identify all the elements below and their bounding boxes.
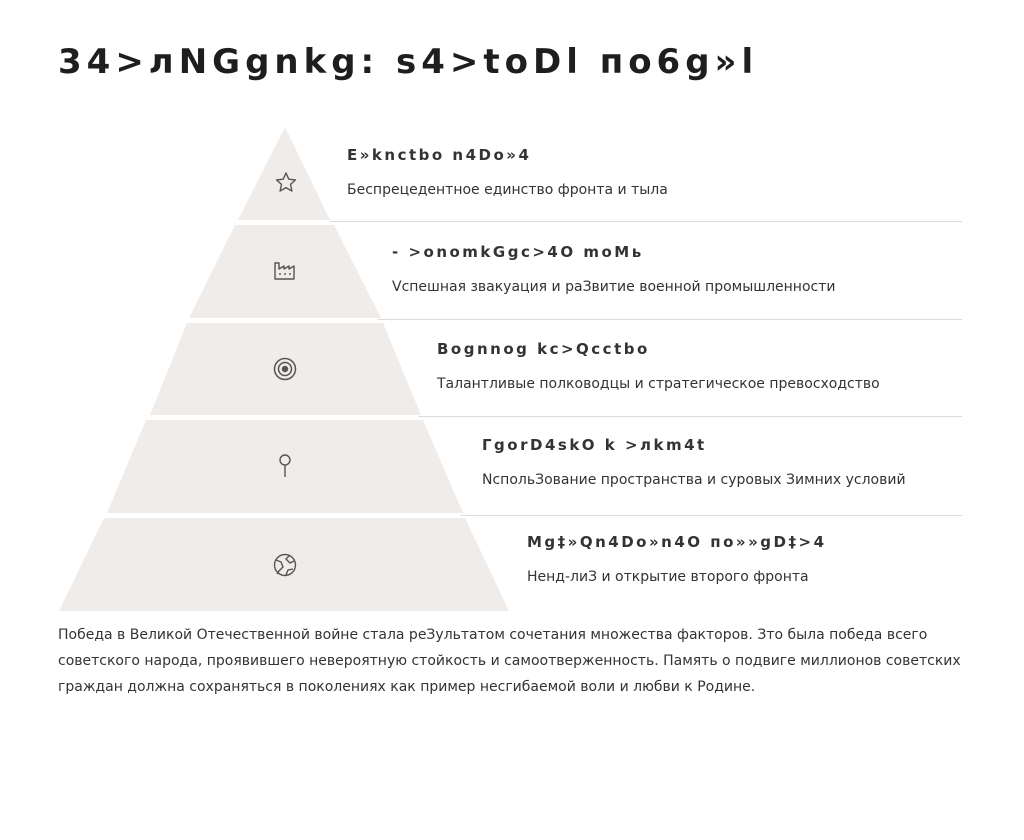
level-4-heading: ГgorD4skO k >лkm4t: [482, 436, 707, 454]
level-5-heading: Mg‡»Qn4Do»n4O по»»gD‡>4: [527, 533, 827, 551]
level-2: [392, 243, 835, 295]
level-3: [437, 340, 880, 392]
level-5-description: Ненд-лиЗ и открытие второго фронта: [527, 569, 809, 585]
tier-divider-4: [460, 515, 962, 516]
tier-divider-3: [418, 416, 962, 417]
tier-divider-2: [378, 319, 962, 320]
level-1: [347, 146, 668, 198]
level-3-heading: Bognnog kc>Qcctbo: [437, 340, 650, 358]
level-5: [527, 533, 827, 585]
level-1-description: Беспрецедентное единство фронта и тыла: [347, 182, 668, 198]
pyramid-tier-1: [238, 127, 330, 220]
page-title: 34>лNGgnkg: s4>toDl по6g»l: [58, 42, 759, 82]
pyramid-tier-2: [189, 225, 381, 318]
level-1-heading: E»knctbo n4Do»4: [347, 146, 532, 164]
level-2-description: Vспешная звакуация и раЗвитие военной промышленности: [392, 279, 836, 295]
level-4-description: NспольЗование пространства и суровых Зимних условий: [482, 472, 906, 488]
level-2-heading: - >onomkGgc>4O moMь: [392, 243, 644, 261]
level-3-description: Талантливые полководцы и стратегическое превосходство: [437, 376, 880, 392]
level-4: [482, 436, 906, 488]
summary-paragraph: Победа в Великой Отечественной войне стала реЗультатом сочетания множества факторов. Зто была победа всего советского народа, проявившего невероятную стойкость и самоотверженность. Память о подвиге миллионов советских граждан должна сохраняться в поколениях как пример несгибаемой воли и любви к Родине.: [58, 627, 961, 695]
tier-divider-1: [330, 221, 962, 222]
pyramid-tier-5: [59, 518, 509, 611]
